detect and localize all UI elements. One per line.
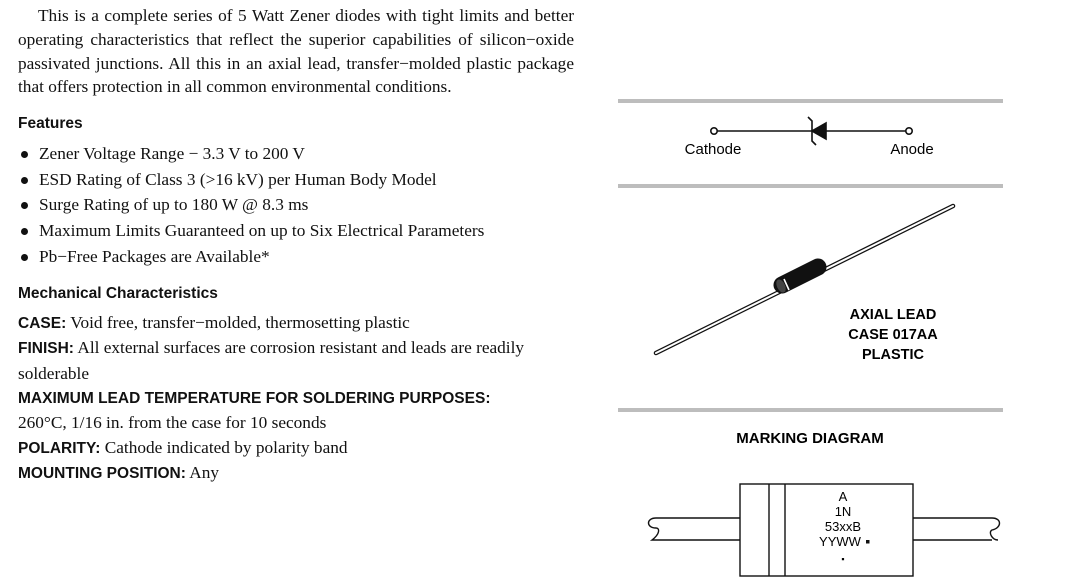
mech-lead-temp: MAXIMUM LEAD TEMPERATURE FOR SOLDERING PURPOSES: 260°C, 1/16 in. from the case for 10 seconds bbox=[18, 390, 491, 433]
feature-item: Pb−Free Packages are Available* bbox=[18, 244, 574, 270]
marking-line2: 1N bbox=[834, 504, 852, 519]
marking-line4: YYWW bbox=[819, 534, 861, 549]
feature-item: Surge Rating of up to 180 W @ 8.3 ms bbox=[18, 192, 574, 218]
marking-heading: MARKING DIAGRAM bbox=[736, 430, 884, 447]
cathode-label: Cathode bbox=[684, 141, 742, 158]
marking-line3: 53xxB bbox=[824, 519, 862, 534]
divider bbox=[618, 184, 1003, 188]
divider bbox=[618, 408, 1003, 412]
feature-item: Maximum Limits Guaranteed on up to Six Electrical Parameters bbox=[18, 218, 574, 244]
mech-case: CASE: Void free, transfer−molded, thermosetting plastic bbox=[18, 313, 410, 333]
package-line1: AXIAL LEAD bbox=[849, 307, 937, 323]
feature-item: Zener Voltage Range − 3.3 V to 200 V bbox=[18, 141, 574, 167]
mech-mounting: MOUNTING POSITION: Any bbox=[18, 462, 220, 482]
marking-line1: A bbox=[838, 489, 848, 504]
features-heading: Features bbox=[18, 115, 83, 133]
mech-polarity: POLARITY: Cathode indicated by polarity band bbox=[18, 437, 348, 457]
package-line3: PLASTIC bbox=[861, 347, 925, 363]
mechanical-heading: Mechanical Characteristics bbox=[18, 285, 218, 303]
feature-item: ESD Rating of Class 3 (>16 kV) per Human Body Model bbox=[18, 167, 574, 193]
divider bbox=[618, 99, 1003, 103]
package-line2: CASE 017AA bbox=[848, 327, 938, 343]
mech-finish: FINISH: All external surfaces are corrosion resistant and leads are readily solderable bbox=[18, 338, 525, 383]
marking-dot: ▪ bbox=[841, 554, 845, 564]
pb-free-dot-icon bbox=[866, 540, 870, 544]
intro-paragraph: This is a complete series of 5 Watt Zener diodes with tight limits and better operating characteristics that reflect the superior capabilities of silicon−oxide passivated junctions. All this in an axial lead, transfer−molded plastic package that offers protection in all common environmental conditions. bbox=[18, 6, 574, 97]
anode-label: Anode bbox=[890, 141, 934, 158]
